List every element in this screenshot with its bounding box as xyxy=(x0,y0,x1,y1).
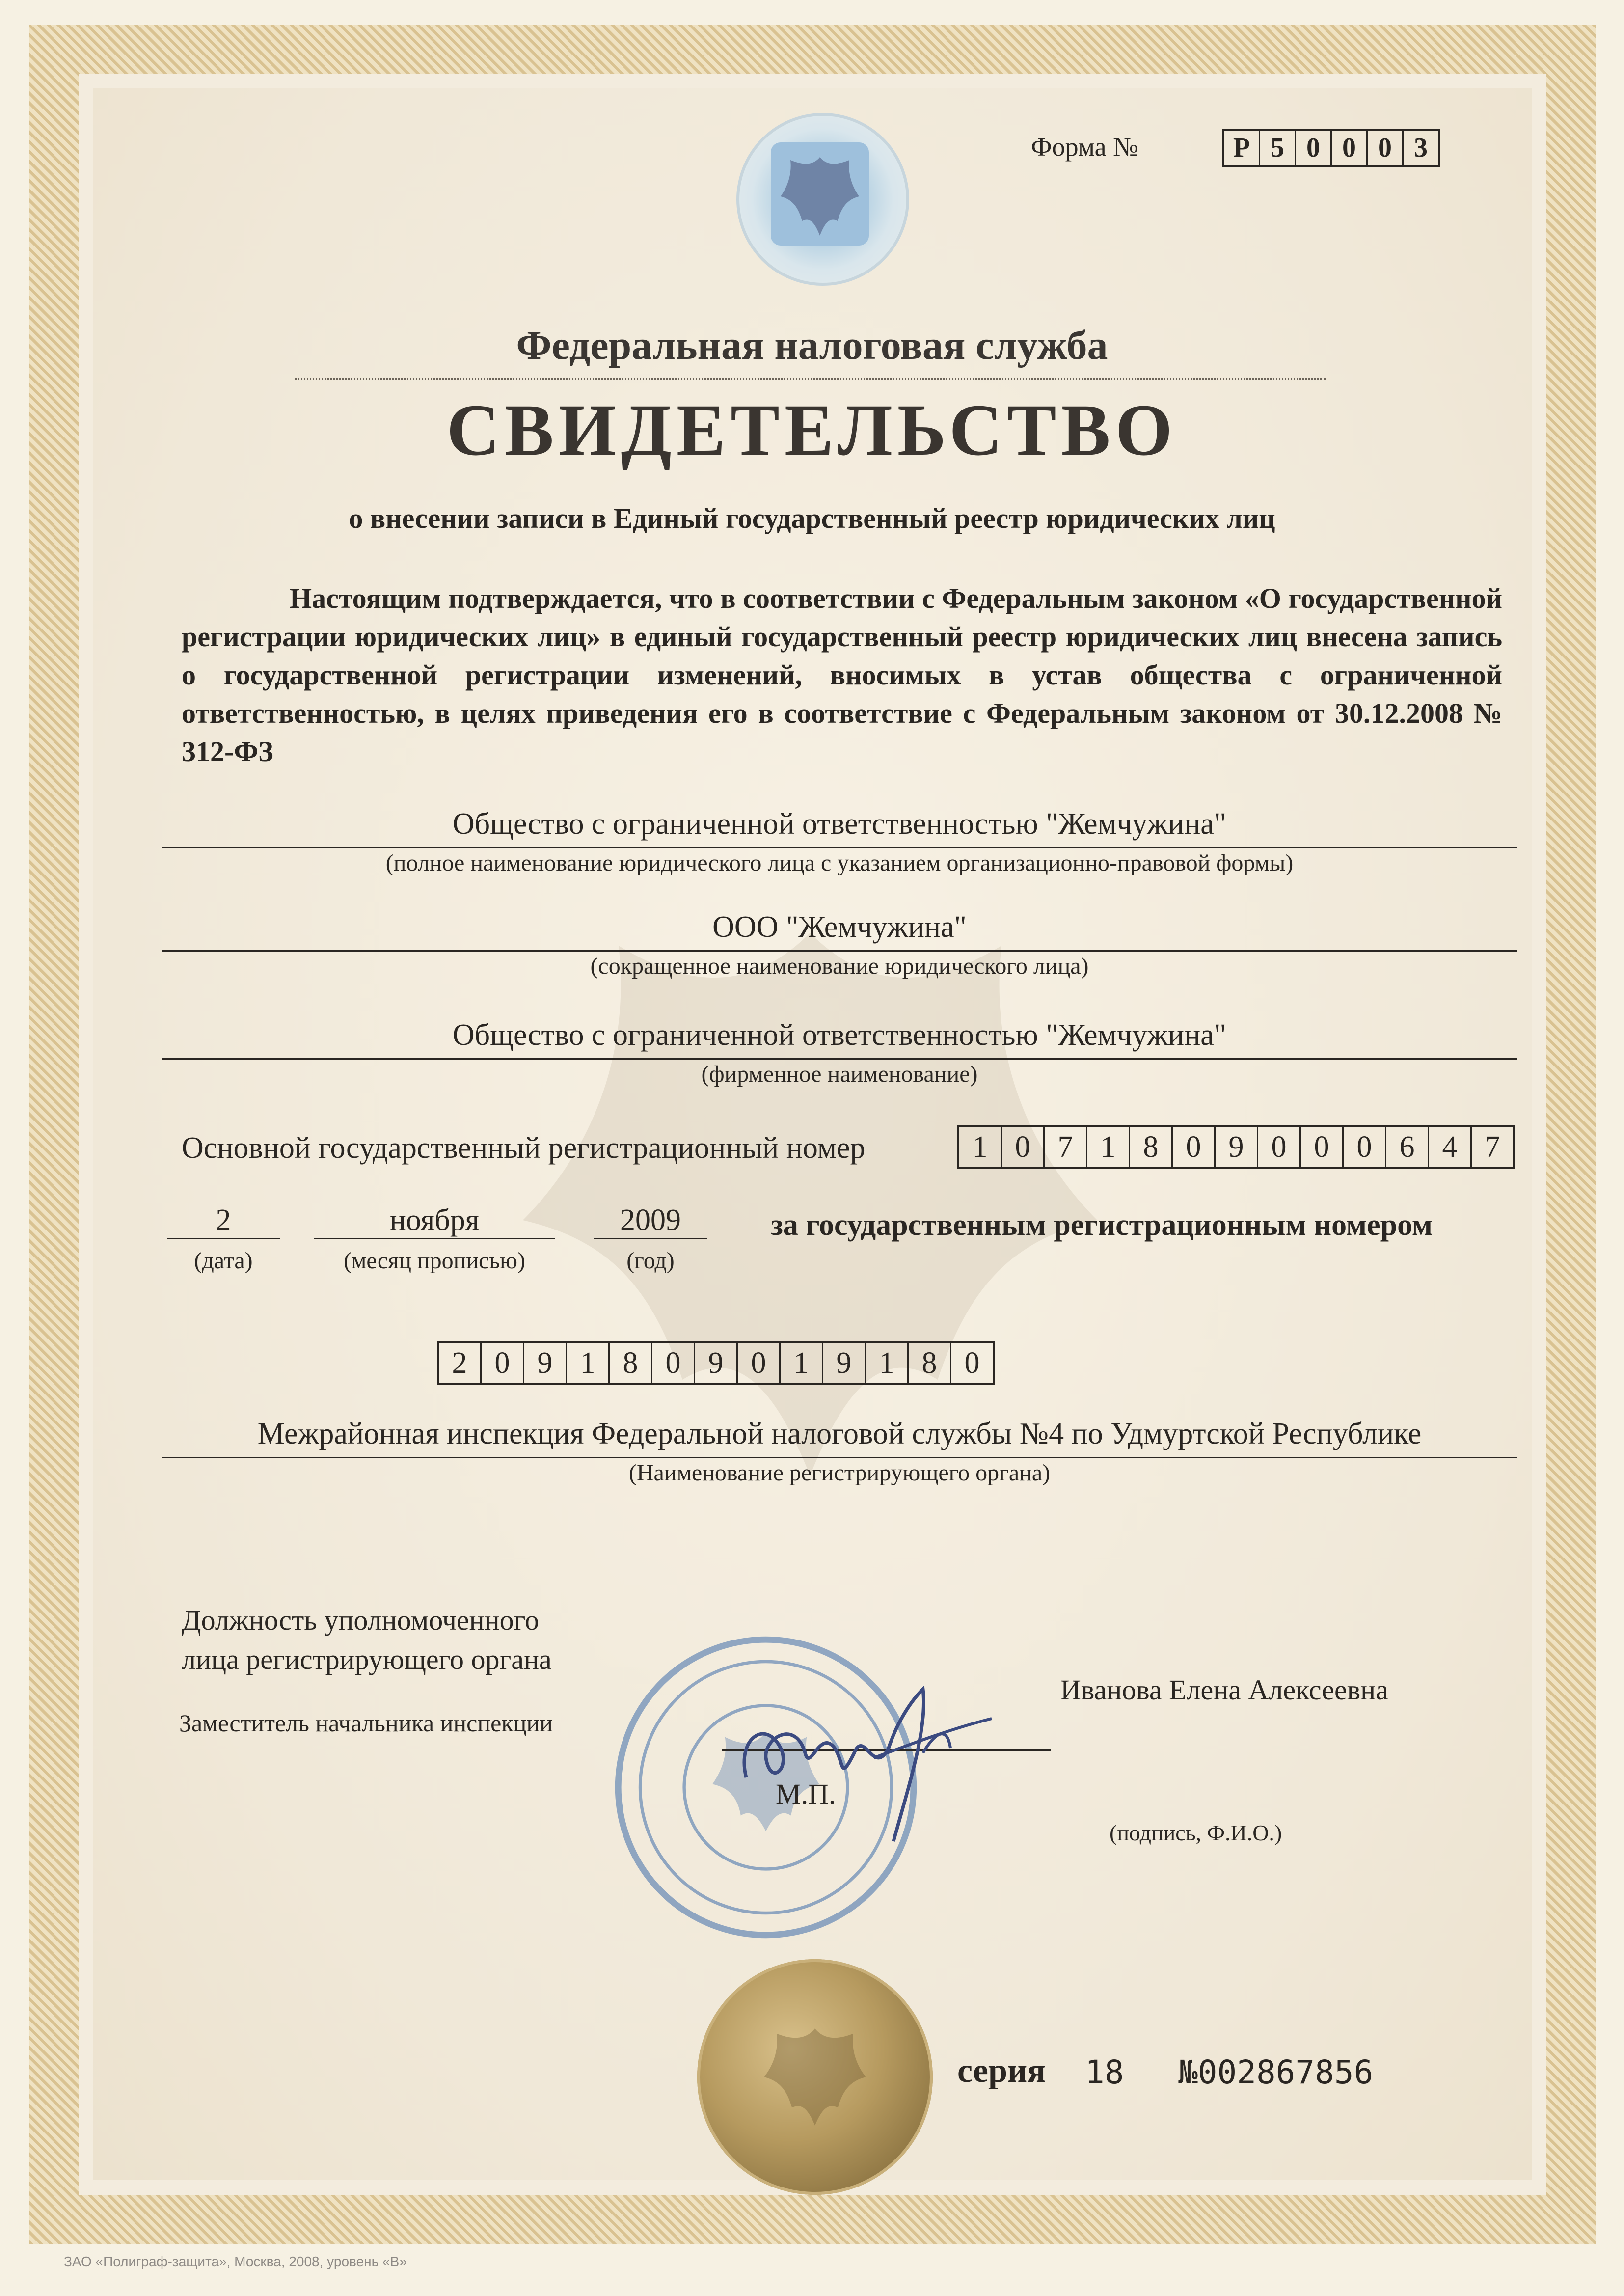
ogrn-digit: 0 xyxy=(1258,1127,1301,1167)
eagle-icon xyxy=(751,2013,879,2141)
signatory-position: Заместитель начальника инспекции xyxy=(179,1709,553,1737)
ogrn-digit: 0 xyxy=(1002,1127,1045,1167)
ogrn-digit: 1 xyxy=(1087,1127,1130,1167)
form-code-cell: 3 xyxy=(1414,133,1428,163)
form-code-cell: 0 xyxy=(1332,131,1368,165)
ogrn-digit: 0 xyxy=(1173,1127,1216,1167)
body-paragraph: Настоящим подтверждается, что в соответствии с Федеральным законом «О государственной регистрации юридических лиц» в единый государственный реестр юридических лиц внесена запись о государственной регистрации изменений, вносимых в устав общества с ограниченной ответственностью, в целях приведения его в соответствие с Федеральным законом от 30.12.2008 № 312-ФЗ xyxy=(182,582,1502,767)
full-name-field: Общество с ограниченной ответственностью "Жемчужина" xyxy=(162,807,1517,848)
ogrn-digit: 7 xyxy=(1045,1127,1087,1167)
ogrn-digit: 6 xyxy=(1386,1127,1429,1167)
position-heading-line: лица регистрирующего органа xyxy=(182,1643,552,1675)
ogrn-digit: 4 xyxy=(1429,1127,1472,1167)
short-name-caption: (сокращенное наименование юридического лица) xyxy=(590,953,1089,979)
grn-digit: 1 xyxy=(866,1343,909,1383)
grn-digit: 0 xyxy=(652,1343,695,1383)
series-label: серия xyxy=(957,2052,1046,2090)
date-month-caption: (месяц прописью) xyxy=(343,1248,526,1274)
document-subtitle: о внесении записи в Единый государственный реестр юридических лиц xyxy=(349,502,1275,534)
position-heading xyxy=(182,1601,552,1679)
authority-name: Межрайонная инспекция Федеральной налоговой службы №4 по Удмуртской Республике xyxy=(162,1417,1517,1458)
eagle-icon xyxy=(771,142,869,246)
ogrn-digit: 0 xyxy=(1301,1127,1344,1167)
grn-digit: 1 xyxy=(781,1343,823,1383)
date-year-caption: (год) xyxy=(626,1248,675,1274)
full-name-caption: (полное наименование юридического лица с указанием организационно-правовой формы) xyxy=(385,850,1294,876)
form-code-cell: 5 xyxy=(1260,131,1296,165)
printer-imprint: ЗАО «Полиграф-защита», Москва, 2008, уровень «В» xyxy=(64,2254,407,2269)
signature-caption: (подпись, Ф.И.О.) xyxy=(1110,1820,1282,1845)
ogrn-digit: 7 xyxy=(1485,1130,1500,1164)
date-year: 2009 xyxy=(594,1203,707,1239)
grn-digit: 8 xyxy=(909,1343,951,1383)
grn-digit: 2 xyxy=(439,1343,482,1383)
date-day-caption: (дата) xyxy=(194,1248,253,1274)
form-code-cell: Р xyxy=(1224,131,1260,165)
grn-label: за государственным регистрационным номером xyxy=(771,1208,1433,1242)
form-code-cell: 0 xyxy=(1296,131,1332,165)
grn-digit: 9 xyxy=(695,1343,738,1383)
firm-name-field: Общество с ограниченной ответственностью "Жемчужина" xyxy=(162,1018,1517,1060)
service-name: Федеральная налоговая служба xyxy=(516,323,1108,368)
grn-digit: 0 xyxy=(738,1343,781,1383)
form-code-cell: 0 xyxy=(1368,131,1404,165)
certificate-body xyxy=(182,579,1502,771)
position-heading-line: Должность уполномоченного xyxy=(182,1604,540,1636)
serial-number: №002867856 xyxy=(1178,2053,1374,2091)
form-number-cells xyxy=(1222,129,1440,167)
seal-place-label: М.П. xyxy=(776,1778,836,1810)
handwritten-signature xyxy=(727,1660,1001,1846)
date-month: ноября xyxy=(314,1203,555,1239)
grn-digit: 0 xyxy=(482,1343,524,1383)
document-title: СВИДЕТЕЛЬСТВО xyxy=(446,389,1178,471)
grn-digit: 0 xyxy=(964,1346,980,1380)
grn-cells xyxy=(437,1341,995,1385)
short-name-field: ООО "Жемчужина" xyxy=(162,910,1517,952)
grn-digit: 9 xyxy=(524,1343,567,1383)
ogrn-cells xyxy=(957,1125,1515,1169)
series-value: 18 xyxy=(1085,2053,1124,2091)
form-number-label: Форма № xyxy=(1031,132,1138,162)
ogrn-digit: 1 xyxy=(959,1127,1002,1167)
authority-caption: (Наименование регистрирующего органа) xyxy=(628,1460,1051,1486)
signatory-name: Иванова Елена Алексеевна xyxy=(1060,1674,1388,1706)
ogrn-digit: 9 xyxy=(1216,1127,1258,1167)
ogrn-digit: 8 xyxy=(1130,1127,1173,1167)
date-day: 2 xyxy=(167,1203,280,1239)
grn-digit: 9 xyxy=(823,1343,866,1383)
ogrn-digit: 0 xyxy=(1344,1127,1386,1167)
ogrn-label: Основной государственный регистрационный номер xyxy=(182,1131,866,1165)
grn-digit: 1 xyxy=(567,1343,610,1383)
grn-digit: 8 xyxy=(610,1343,652,1383)
header-divider xyxy=(295,378,1326,380)
firm-name-caption: (фирменное наименование) xyxy=(701,1061,978,1087)
